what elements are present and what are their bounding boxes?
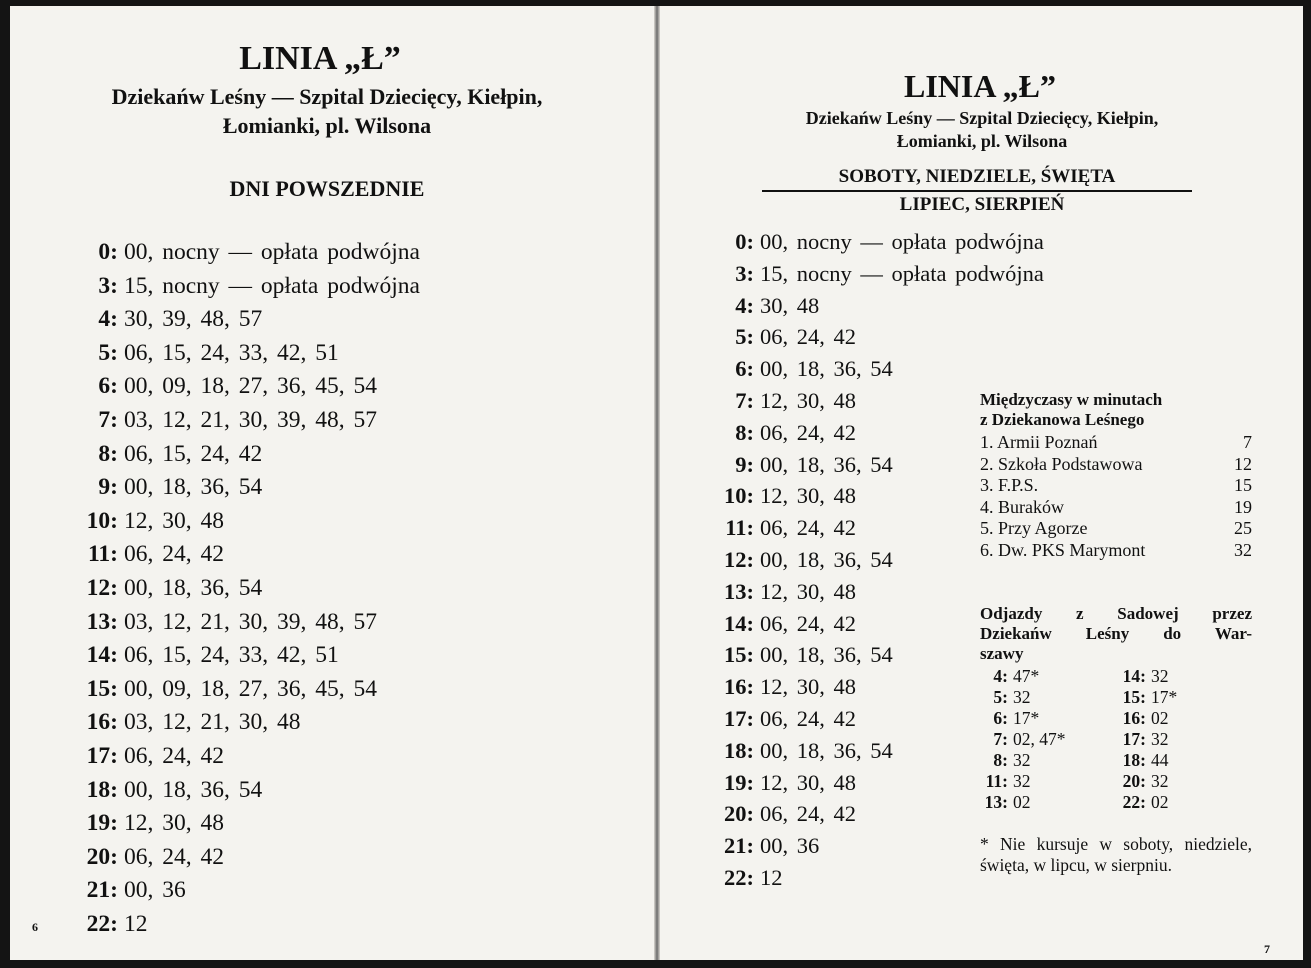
hour-label: 5:: [735, 324, 754, 350]
minutes-list: 00, 18, 36, 54: [124, 574, 263, 601]
sadowa-departure-row: [1118, 729, 1177, 750]
stop-name: 3. F.P.S.: [980, 475, 1039, 496]
minutes-list: 32: [1013, 750, 1031, 770]
hour-label: 8:: [993, 750, 1008, 770]
departure-row: [76, 740, 420, 774]
minutes-list: 00, 18, 36, 54: [760, 737, 893, 763]
travel-time-row: [980, 497, 1252, 519]
hour-label: 15:: [724, 642, 754, 668]
minutes-list: 06, 24, 42: [124, 742, 224, 769]
hour-label: 5:: [98, 339, 118, 366]
hour-label: 17:: [724, 705, 754, 731]
hour-label: 15:: [1122, 687, 1146, 707]
departure-row: [76, 538, 420, 572]
departure-row: [76, 270, 420, 304]
stop-minutes: 12: [1234, 453, 1252, 474]
hour-label: 11:: [725, 515, 754, 541]
right-page: [660, 6, 1303, 960]
hour-label: 13:: [724, 578, 754, 604]
minutes-list: 12: [760, 864, 783, 890]
minutes-list: 32: [1013, 687, 1031, 707]
hour-label: 20:: [1122, 771, 1146, 791]
page-title: LINIA „Ł”: [903, 68, 1057, 104]
minutes-list: 00, 18, 36, 54: [760, 356, 893, 382]
hour-label: 4:: [993, 666, 1008, 686]
departure-row: [708, 290, 1044, 322]
heading-line: z Dziekanowa Leśnego: [980, 410, 1145, 429]
departure-row: [76, 572, 420, 606]
hour-label: 20:: [86, 843, 118, 870]
departure-row: [708, 353, 1044, 385]
minutes-list: 17*: [1151, 687, 1178, 707]
hour-label: 19:: [724, 769, 754, 795]
sadowa-departure-row: [980, 666, 1066, 687]
hour-label: 4:: [735, 292, 754, 318]
departure-row: [76, 404, 420, 438]
minutes-list: 02: [1151, 792, 1169, 812]
departure-row: [76, 505, 420, 539]
minutes-list: 12, 30, 48: [760, 578, 856, 604]
departure-row: [76, 471, 420, 505]
stop-name: 5. Przy Agorze: [980, 518, 1088, 539]
departure-row: [76, 606, 420, 640]
minutes-list: 12, 30, 48: [124, 810, 224, 837]
sadowa-departure-row: [1118, 750, 1177, 771]
sadowa-departure-row: [980, 729, 1066, 750]
departure-row: [76, 908, 420, 942]
sadowa-departure-row: [1118, 792, 1177, 813]
hour-label: 16:: [1122, 708, 1146, 728]
hour-label: 13:: [86, 608, 118, 635]
minutes-list: 00, 18, 36, 54: [760, 546, 893, 572]
minutes-list: 30, 48: [760, 292, 820, 318]
minutes-list: 12: [124, 910, 148, 937]
hour-label: 16:: [86, 709, 118, 736]
minutes-list: 00, 18, 36, 54: [760, 451, 893, 477]
travel-time-row: [980, 432, 1252, 454]
route-line: Łomianki, pl. Wilsona: [222, 113, 432, 138]
travel-time-row: [980, 454, 1252, 476]
footnote: * Nie kursuje w soboty, niedziele, święta, w lipcu, w sierpniu.: [980, 834, 1252, 875]
sadowa-departure-row: [1118, 687, 1177, 708]
minutes-list: 12, 30, 48: [760, 387, 856, 413]
minutes-list: 32: [1151, 771, 1169, 791]
departure-row: [76, 303, 420, 337]
hour-label: 9:: [98, 474, 118, 501]
minutes-list: 06, 15, 24, 33, 42, 51: [124, 339, 339, 366]
heading-line: Międzyczasy w minutach: [980, 390, 1163, 409]
minutes-list: 06, 15, 24, 42: [124, 440, 263, 467]
minutes-list: 06, 24, 42: [124, 843, 224, 870]
sadowa-departure-row: [980, 708, 1066, 729]
hour-label: 9:: [735, 451, 754, 477]
page-number: 7: [1264, 942, 1270, 956]
sadowa-departure-row: [980, 771, 1066, 792]
stop-minutes: 32: [1234, 539, 1252, 560]
hour-label: 21:: [724, 833, 754, 859]
stop-name: 6. Dw. PKS Marymont: [980, 539, 1146, 560]
minutes-list: 02: [1151, 708, 1169, 728]
departure-row: [76, 337, 420, 371]
departure-row: [76, 841, 420, 875]
minutes-list: 06, 24, 42: [760, 705, 856, 731]
hour-label: 3:: [735, 260, 754, 286]
hour-label: 18:: [724, 737, 754, 763]
hour-label: 14:: [724, 610, 754, 636]
minutes-list: 30, 39, 48, 57: [124, 306, 263, 333]
departure-row: [76, 438, 420, 472]
departure-row: [76, 774, 420, 808]
travel-time-row: [980, 540, 1252, 562]
minutes-list: 47*: [1013, 666, 1040, 686]
heading-line: szawy: [980, 644, 1024, 663]
minutes-list: 32: [1151, 666, 1169, 686]
hour-label: 21:: [86, 877, 118, 904]
hour-label: 0:: [98, 239, 118, 265]
minutes-list: 03, 12, 21, 30, 48: [124, 709, 301, 736]
minutes-list: 00, 18, 36, 54: [124, 776, 263, 803]
sadowa-departure-row: [980, 792, 1066, 813]
hour-label: 7:: [735, 387, 754, 413]
season-heading: LIPIEC, SIERPIEŃ: [899, 194, 1065, 215]
stop-name: 4. Buraków: [980, 496, 1064, 517]
day-type-heading: SOBOTY, NIEDZIELE, ŚWIĘTA: [762, 166, 1192, 192]
sadowa-column: [1118, 666, 1177, 813]
day-type-heading: DNI POWSZEDNIE: [229, 176, 425, 201]
hour-label: 4:: [98, 306, 118, 333]
hour-label: 6:: [98, 373, 118, 400]
sadowa-departure-row: [1118, 708, 1177, 729]
departure-row: [76, 370, 420, 404]
sadowa-departure-row: [1118, 666, 1177, 687]
hour-label: 14:: [86, 642, 118, 669]
minutes-list: 03, 12, 21, 30, 39, 48, 57: [124, 608, 377, 635]
hour-label: 8:: [98, 440, 118, 467]
hour-label: 16:: [724, 674, 754, 700]
hour-label: 5:: [993, 687, 1008, 707]
stop-minutes: 25: [1234, 518, 1252, 539]
stop-minutes: 19: [1234, 496, 1252, 517]
hour-label: 22:: [86, 910, 118, 937]
minutes-list: 06, 24, 42: [124, 541, 224, 568]
stop-name: 2. Szkoła Podstawowa: [980, 453, 1143, 474]
departure-row: [708, 576, 1044, 608]
departure-row: [708, 321, 1044, 353]
hour-label: 13:: [984, 792, 1008, 812]
hour-label: 0:: [735, 229, 754, 254]
departure-row: [76, 874, 420, 908]
hour-label: 14:: [1122, 666, 1146, 686]
stop-name: 1. Armii Poznań: [980, 432, 1098, 452]
route-line: Dziekańw Leśny — Szpital Dziecięcy, Kiełpin,: [805, 108, 1159, 128]
hour-label: 12:: [724, 546, 754, 572]
hour-label: 18:: [86, 776, 118, 803]
departure-row: [76, 673, 420, 707]
minutes-list: 00, nocny — opłata podwójna: [760, 229, 1044, 254]
hour-label: 11:: [87, 541, 118, 568]
hour-label: 8:: [735, 419, 754, 445]
minutes-list: 06, 15, 24, 33, 42, 51: [124, 642, 339, 669]
hour-label: 19:: [86, 810, 118, 837]
minutes-list: 00, 36: [760, 833, 820, 859]
left-page: [10, 6, 654, 960]
minutes-list: 06, 24, 42: [760, 610, 856, 636]
heading-line: Dziekańw Leśny do War-: [980, 624, 1252, 643]
minutes-list: 12, 30, 48: [124, 507, 224, 534]
travel-times-heading: [980, 390, 1252, 430]
minutes-list: 06, 24, 42: [760, 324, 856, 350]
minutes-list: 17*: [1013, 708, 1040, 728]
minutes-list: 00, 09, 18, 27, 36, 45, 54: [124, 675, 377, 702]
sadowa-column: [980, 666, 1066, 813]
minutes-list: 02, 47*: [1013, 729, 1066, 749]
departure-row: [708, 226, 1044, 258]
departure-row: [708, 258, 1044, 290]
hour-label: 7:: [98, 406, 118, 433]
minutes-list: 00, 36: [124, 877, 186, 904]
sadowa-departure-row: [980, 687, 1066, 708]
minutes-list: 12, 30, 48: [760, 483, 856, 509]
stop-minutes: 15: [1234, 475, 1252, 496]
page-title: LINIA „Ł”: [239, 40, 401, 77]
departure-row: [76, 639, 420, 673]
hour-label: 6:: [735, 356, 754, 382]
hour-label: 10:: [86, 507, 118, 534]
minutes-list: 32: [1013, 771, 1031, 791]
hour-label: 12:: [86, 574, 118, 601]
stop-minutes: 7: [1243, 432, 1252, 452]
departure-row: [76, 236, 420, 270]
hour-label: 22:: [724, 864, 754, 890]
hour-label: 17:: [1122, 729, 1146, 749]
departure-row: [76, 706, 420, 740]
hour-label: 3:: [98, 272, 118, 299]
hour-label: 11:: [985, 771, 1008, 791]
minutes-list: 00, 18, 36, 54: [760, 642, 893, 668]
minutes-list: 00, 09, 18, 27, 36, 45, 54: [124, 373, 377, 400]
minutes-list: 12, 30, 48: [760, 769, 856, 795]
route-line: Dziekańw Leśny — Szpital Dziecięcy, Kiełpin,: [111, 84, 543, 109]
hour-label: 18:: [1122, 750, 1146, 770]
hour-label: 20:: [724, 801, 754, 827]
travel-time-row: [980, 475, 1252, 497]
minutes-list: 15, nocny — opłata podwójna: [760, 260, 1044, 286]
hour-label: 15:: [86, 675, 118, 702]
departure-row: [76, 807, 420, 841]
minutes-list: 03, 12, 21, 30, 39, 48, 57: [124, 406, 377, 433]
hour-label: 6:: [993, 708, 1008, 728]
hour-label: 10:: [724, 483, 754, 509]
hour-label: 7:: [993, 729, 1008, 749]
minutes-list: 32: [1151, 729, 1169, 749]
hour-label: 22:: [1122, 792, 1146, 812]
minutes-list: 44: [1151, 750, 1169, 770]
sadowa-departure-row: [980, 750, 1066, 771]
departure-table: [76, 236, 420, 941]
sadowa-heading: [980, 604, 1252, 664]
minutes-list: 00, nocny — opłata podwójna: [124, 239, 420, 265]
travel-times-list: [980, 432, 1252, 562]
minutes-list: 06, 24, 42: [760, 801, 856, 827]
minutes-list: 06, 24, 42: [760, 419, 856, 445]
minutes-list: 15, nocny — opłata podwójna: [124, 272, 420, 299]
page-number: 6: [32, 920, 38, 934]
minutes-list: 06, 24, 42: [760, 515, 856, 541]
minutes-list: 12, 30, 48: [760, 674, 856, 700]
hour-label: 17:: [86, 742, 118, 769]
minutes-list: 00, 18, 36, 54: [124, 474, 263, 501]
sadowa-departure-row: [1118, 771, 1177, 792]
minutes-list: 02: [1013, 792, 1031, 812]
travel-time-row: [980, 518, 1252, 540]
heading-line: Odjazdy z Sadowej przez: [980, 604, 1252, 623]
route-line: Łomianki, pl. Wilsona: [896, 131, 1068, 151]
